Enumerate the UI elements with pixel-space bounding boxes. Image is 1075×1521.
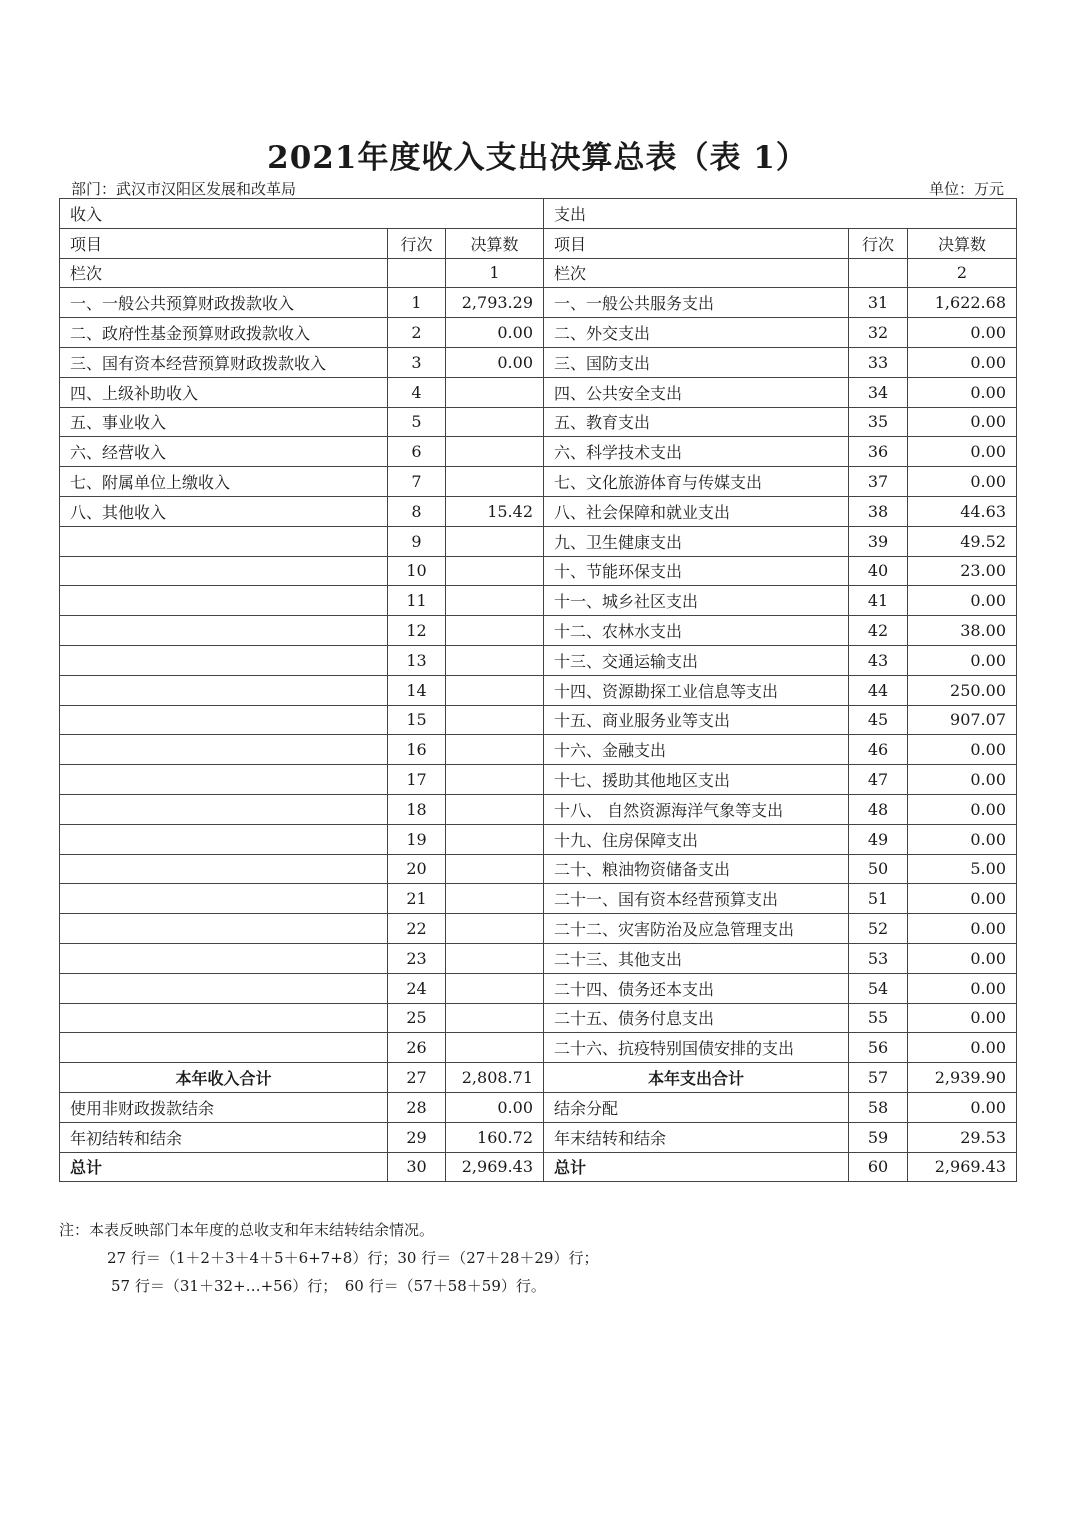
expense-amount-cell: 0.00 xyxy=(908,437,1017,467)
income-row-no-cell: 15 xyxy=(388,705,446,735)
income-amount-cell xyxy=(446,586,544,616)
table-row xyxy=(60,407,1017,437)
table-row xyxy=(60,854,1017,884)
table-row xyxy=(60,347,1017,377)
income-amount-cell xyxy=(446,377,544,407)
expense-item-cell: 三、国防支出 xyxy=(544,347,849,377)
income-amount-cell xyxy=(446,645,544,675)
income-grand-total-value: 2,969.43 xyxy=(446,1152,544,1182)
expense-item-cell: 八、社会保障和就业支出 xyxy=(544,496,849,526)
income-amount-cell xyxy=(446,705,544,735)
table-row xyxy=(60,943,1017,973)
table-row xyxy=(60,705,1017,735)
expense-amount-cell: 0.00 xyxy=(908,467,1017,497)
expense-row-no-cell: 50 xyxy=(849,854,908,884)
income-item-cell xyxy=(60,735,388,765)
expense-item-header: 项目 xyxy=(544,228,849,258)
income-subtotal-label: 本年收入合计 xyxy=(60,1063,388,1093)
expense-column-label: 栏次 xyxy=(544,258,849,288)
expense-item-cell: 九、卫生健康支出 xyxy=(544,526,849,556)
income-row-no-cell: 16 xyxy=(388,735,446,765)
expense-item-cell: 二十五、债务付息支出 xyxy=(544,1003,849,1033)
table-row xyxy=(60,973,1017,1003)
opening-balance-label: 年初结转和结余 xyxy=(60,1122,388,1152)
note-line: 57 行＝（31＋32+…+56）行； 60 行＝（57＋58＋59）行。 xyxy=(111,1277,546,1295)
income-row-no-cell: 18 xyxy=(388,794,446,824)
expense-item-cell: 十四、资源勘探工业信息等支出 xyxy=(544,675,849,705)
income-subtotal-value: 2,808.71 xyxy=(446,1063,544,1093)
expense-row-no-cell: 42 xyxy=(849,616,908,646)
expense-item-cell: 十二、农林水支出 xyxy=(544,616,849,646)
column-index-row xyxy=(60,258,1017,288)
expense-item-cell: 十八、 自然资源海洋气象等支出 xyxy=(544,794,849,824)
table-row xyxy=(60,586,1017,616)
table-row xyxy=(60,467,1017,497)
expense-item-cell: 二十四、债务还本支出 xyxy=(544,973,849,1003)
expense-item-cell: 二、外交支出 xyxy=(544,318,849,348)
income-amount-cell xyxy=(446,884,544,914)
expense-amount-cell: 0.00 xyxy=(908,884,1017,914)
expense-amount-cell: 0.00 xyxy=(908,735,1017,765)
income-item-cell xyxy=(60,765,388,795)
table-row xyxy=(60,556,1017,586)
expense-amount-cell: 1,622.68 xyxy=(908,288,1017,318)
note-line: 注：本表反映部门本年度的总收支和年末结转结余情况。 xyxy=(59,1221,435,1239)
expense-amount-cell: 0.00 xyxy=(908,318,1017,348)
income-row-no-cell: 25 xyxy=(388,1003,446,1033)
income-amount-cell xyxy=(446,943,544,973)
income-item-cell: 八、其他收入 xyxy=(60,496,388,526)
expense-amount-cell: 0.00 xyxy=(908,377,1017,407)
expense-amount-cell: 907.07 xyxy=(908,705,1017,735)
income-amount-cell xyxy=(446,407,544,437)
column-header-row xyxy=(60,228,1017,258)
expense-amount-cell: 44.63 xyxy=(908,496,1017,526)
income-item-cell: 七、附属单位上缴收入 xyxy=(60,467,388,497)
table-row xyxy=(60,675,1017,705)
expense-item-cell: 十一、城乡社区支出 xyxy=(544,586,849,616)
income-amount-cell xyxy=(446,1033,544,1063)
expense-amount-cell: 0.00 xyxy=(908,765,1017,795)
closing-balance-row-no: 59 xyxy=(849,1122,908,1152)
income-row-no-cell: 23 xyxy=(388,943,446,973)
income-amount-cell xyxy=(446,556,544,586)
expense-row-no-header: 行次 xyxy=(849,228,908,258)
income-item-cell: 六、经营收入 xyxy=(60,437,388,467)
table-row xyxy=(60,288,1017,318)
surplus-distribution-value: 0.00 xyxy=(908,1092,1017,1122)
income-amount-cell xyxy=(446,794,544,824)
closing-balance-label: 年末结转和结余 xyxy=(544,1122,849,1152)
table-row xyxy=(60,496,1017,526)
income-row-no-cell: 21 xyxy=(388,884,446,914)
expense-item-cell: 四、公共安全支出 xyxy=(544,377,849,407)
expense-amount-cell: 0.00 xyxy=(908,914,1017,944)
income-row-no-cell: 17 xyxy=(388,765,446,795)
income-section-label: 收入 xyxy=(60,199,544,229)
table-row xyxy=(60,318,1017,348)
section-header-row xyxy=(60,199,1017,229)
income-amount-cell xyxy=(446,437,544,467)
income-amount-cell xyxy=(446,824,544,854)
expense-grand-total-row-no: 60 xyxy=(849,1152,908,1182)
income-amount-cell: 0.00 xyxy=(446,318,544,348)
income-row-no-cell: 3 xyxy=(388,347,446,377)
income-amount-cell: 2,793.29 xyxy=(446,288,544,318)
income-row-no-header: 行次 xyxy=(388,228,446,258)
surplus-distribution-row-no: 58 xyxy=(849,1092,908,1122)
expense-subtotal-value: 2,939.90 xyxy=(908,1063,1017,1093)
expense-grand-total-value: 2,969.43 xyxy=(908,1152,1017,1182)
expense-grand-total-label: 总计 xyxy=(544,1152,849,1182)
table-row xyxy=(60,645,1017,675)
unit-label: 单位：万元 xyxy=(928,180,1004,198)
income-item-cell xyxy=(60,914,388,944)
table-notes xyxy=(59,1216,598,1300)
expense-row-no-cell: 47 xyxy=(849,765,908,795)
income-row-no-cell: 24 xyxy=(388,973,446,1003)
income-row-no-cell: 14 xyxy=(388,675,446,705)
income-item-cell xyxy=(60,1003,388,1033)
nonfiscal-balance-value: 0.00 xyxy=(446,1092,544,1122)
expense-item-cell: 十六、金融支出 xyxy=(544,735,849,765)
page-title: 2021年度收入支出决算总表（表 1） xyxy=(267,140,808,176)
expense-amount-cell: 0.00 xyxy=(908,943,1017,973)
table-row xyxy=(60,914,1017,944)
income-item-cell: 三、国有资本经营预算财政拨款收入 xyxy=(60,347,388,377)
expense-row-no-cell: 43 xyxy=(849,645,908,675)
surplus-distribution-label: 结余分配 xyxy=(544,1092,849,1122)
expense-item-cell: 一、一般公共服务支出 xyxy=(544,288,849,318)
expense-subtotal-row-no: 57 xyxy=(849,1063,908,1093)
expense-amount-cell: 0.00 xyxy=(908,407,1017,437)
table-row xyxy=(60,1003,1017,1033)
note-line: 27 行＝（1＋2＋3＋4＋5＋6+7+8）行；30 行＝（27＋28＋29）行； xyxy=(107,1249,599,1267)
income-item-cell xyxy=(60,854,388,884)
income-amount-cell xyxy=(446,467,544,497)
income-item-cell xyxy=(60,645,388,675)
income-amount-header: 决算数 xyxy=(446,228,544,258)
table-row xyxy=(60,526,1017,556)
department-label: 部门：武汉市汉阳区发展和改革局 xyxy=(71,180,297,198)
income-item-cell xyxy=(60,794,388,824)
expense-row-no-cell: 34 xyxy=(849,377,908,407)
expense-item-cell: 二十六、抗疫特别国债安排的支出 xyxy=(544,1033,849,1063)
expense-row-no-cell: 44 xyxy=(849,675,908,705)
income-amount-cell xyxy=(446,914,544,944)
income-item-cell xyxy=(60,824,388,854)
income-row-no-cell: 2 xyxy=(388,318,446,348)
expense-row-no-cell: 39 xyxy=(849,526,908,556)
income-row-no-cell: 1 xyxy=(388,288,446,318)
opening-balance-value: 160.72 xyxy=(446,1122,544,1152)
expense-item-cell: 十九、住房保障支出 xyxy=(544,824,849,854)
income-amount-cell xyxy=(446,765,544,795)
income-column-index: 1 xyxy=(446,258,544,288)
expense-item-cell: 二十三、其他支出 xyxy=(544,943,849,973)
expense-row-no-cell: 52 xyxy=(849,914,908,944)
income-item-cell: 二、政府性基金预算财政拨款收入 xyxy=(60,318,388,348)
expense-row-no-cell: 32 xyxy=(849,318,908,348)
expense-amount-cell: 0.00 xyxy=(908,973,1017,1003)
expense-row-no-cell: 53 xyxy=(849,943,908,973)
table-row xyxy=(60,824,1017,854)
nonfiscal-balance-label: 使用非财政拨款结余 xyxy=(60,1092,388,1122)
expense-item-cell: 五、教育支出 xyxy=(544,407,849,437)
income-item-cell: 五、事业收入 xyxy=(60,407,388,437)
income-item-cell: 四、上级补助收入 xyxy=(60,377,388,407)
expense-amount-cell: 0.00 xyxy=(908,645,1017,675)
income-item-cell xyxy=(60,526,388,556)
income-item-cell xyxy=(60,1033,388,1063)
income-row-no-cell: 19 xyxy=(388,824,446,854)
income-grand-total-label: 总计 xyxy=(60,1152,388,1182)
expense-row-no-cell: 38 xyxy=(849,496,908,526)
income-row-no-cell: 22 xyxy=(388,914,446,944)
table-row xyxy=(60,377,1017,407)
income-subtotal-row-no: 27 xyxy=(388,1063,446,1093)
subtotal-row xyxy=(60,1063,1017,1093)
income-item-header: 项目 xyxy=(60,228,388,258)
income-amount-cell xyxy=(446,1003,544,1033)
income-item-cell xyxy=(60,973,388,1003)
table-row xyxy=(60,437,1017,467)
expense-item-cell: 七、文化旅游体育与传媒支出 xyxy=(544,467,849,497)
expense-amount-cell: 250.00 xyxy=(908,675,1017,705)
expense-row-no-cell: 31 xyxy=(849,288,908,318)
expense-item-cell: 二十一、国有资本经营预算支出 xyxy=(544,884,849,914)
expense-amount-cell: 0.00 xyxy=(908,794,1017,824)
table-row xyxy=(60,1033,1017,1063)
expense-row-no-cell: 54 xyxy=(849,973,908,1003)
income-amount-cell xyxy=(446,616,544,646)
income-item-cell: 一、一般公共预算财政拨款收入 xyxy=(60,288,388,318)
expense-amount-cell: 0.00 xyxy=(908,586,1017,616)
income-row-no-cell: 11 xyxy=(388,586,446,616)
expense-amount-cell: 0.00 xyxy=(908,347,1017,377)
expense-row-no-cell: 46 xyxy=(849,735,908,765)
income-item-cell xyxy=(60,586,388,616)
grand-total-row xyxy=(60,1152,1017,1182)
table-row xyxy=(60,765,1017,795)
expense-row-no-cell: 51 xyxy=(849,884,908,914)
income-item-cell xyxy=(60,884,388,914)
income-row-no-cell: 26 xyxy=(388,1033,446,1063)
expense-amount-cell: 5.00 xyxy=(908,854,1017,884)
income-item-cell xyxy=(60,675,388,705)
income-item-cell xyxy=(60,705,388,735)
income-row-no-cell: 10 xyxy=(388,556,446,586)
expense-amount-cell: 38.00 xyxy=(908,616,1017,646)
expense-item-cell: 十七、援助其他地区支出 xyxy=(544,765,849,795)
budget-summary-table xyxy=(59,198,1017,1182)
expense-amount-cell: 23.00 xyxy=(908,556,1017,586)
income-amount-cell xyxy=(446,526,544,556)
income-row-no-cell: 20 xyxy=(388,854,446,884)
income-row-no-cell: 13 xyxy=(388,645,446,675)
income-row-no-cell: 4 xyxy=(388,377,446,407)
expense-item-cell: 十三、交通运输支出 xyxy=(544,645,849,675)
table-row xyxy=(60,735,1017,765)
expense-row-no-cell: 56 xyxy=(849,1033,908,1063)
income-amount-cell xyxy=(446,973,544,1003)
expense-row-no-cell: 55 xyxy=(849,1003,908,1033)
expense-amount-cell: 49.52 xyxy=(908,526,1017,556)
income-amount-cell: 15.42 xyxy=(446,496,544,526)
carryover-row xyxy=(60,1122,1017,1152)
expense-row-no-cell: 35 xyxy=(849,407,908,437)
expense-row-no-cell: 41 xyxy=(849,586,908,616)
expense-row-no-cell: 36 xyxy=(849,437,908,467)
nonfiscal-balance-row-no: 28 xyxy=(388,1092,446,1122)
expense-row-no-cell: 49 xyxy=(849,824,908,854)
table-row xyxy=(60,884,1017,914)
table-row xyxy=(60,616,1017,646)
expense-section-label: 支出 xyxy=(544,199,1017,229)
income-amount-cell: 0.00 xyxy=(446,347,544,377)
expense-column-index: 2 xyxy=(908,258,1017,288)
balance-row xyxy=(60,1092,1017,1122)
opening-balance-row-no: 29 xyxy=(388,1122,446,1152)
income-row-no-cell: 12 xyxy=(388,616,446,646)
income-row-no-cell: 7 xyxy=(388,467,446,497)
income-item-cell xyxy=(60,556,388,586)
expense-item-cell: 十五、商业服务业等支出 xyxy=(544,705,849,735)
income-amount-cell xyxy=(446,675,544,705)
closing-balance-value: 29.53 xyxy=(908,1122,1017,1152)
income-amount-cell xyxy=(446,854,544,884)
table-row xyxy=(60,794,1017,824)
expense-column-blank xyxy=(849,258,908,288)
expense-amount-cell: 0.00 xyxy=(908,1033,1017,1063)
income-row-no-cell: 5 xyxy=(388,407,446,437)
income-amount-cell xyxy=(446,735,544,765)
income-row-no-cell: 6 xyxy=(388,437,446,467)
expense-item-cell: 十、节能环保支出 xyxy=(544,556,849,586)
expense-subtotal-label: 本年支出合计 xyxy=(544,1063,849,1093)
income-row-no-cell: 9 xyxy=(388,526,446,556)
expense-amount-cell: 0.00 xyxy=(908,1003,1017,1033)
income-grand-total-row-no: 30 xyxy=(388,1152,446,1182)
income-column-label: 栏次 xyxy=(60,258,388,288)
expense-amount-header: 决算数 xyxy=(908,228,1017,258)
income-item-cell xyxy=(60,616,388,646)
income-row-no-cell: 8 xyxy=(388,496,446,526)
income-column-blank xyxy=(388,258,446,288)
expense-item-cell: 二十二、灾害防治及应急管理支出 xyxy=(544,914,849,944)
expense-item-cell: 六、科学技术支出 xyxy=(544,437,849,467)
expense-row-no-cell: 45 xyxy=(849,705,908,735)
income-item-cell xyxy=(60,943,388,973)
expense-row-no-cell: 33 xyxy=(849,347,908,377)
expense-row-no-cell: 40 xyxy=(849,556,908,586)
expense-amount-cell: 0.00 xyxy=(908,824,1017,854)
expense-row-no-cell: 48 xyxy=(849,794,908,824)
expense-row-no-cell: 37 xyxy=(849,467,908,497)
expense-item-cell: 二十、粮油物资储备支出 xyxy=(544,854,849,884)
